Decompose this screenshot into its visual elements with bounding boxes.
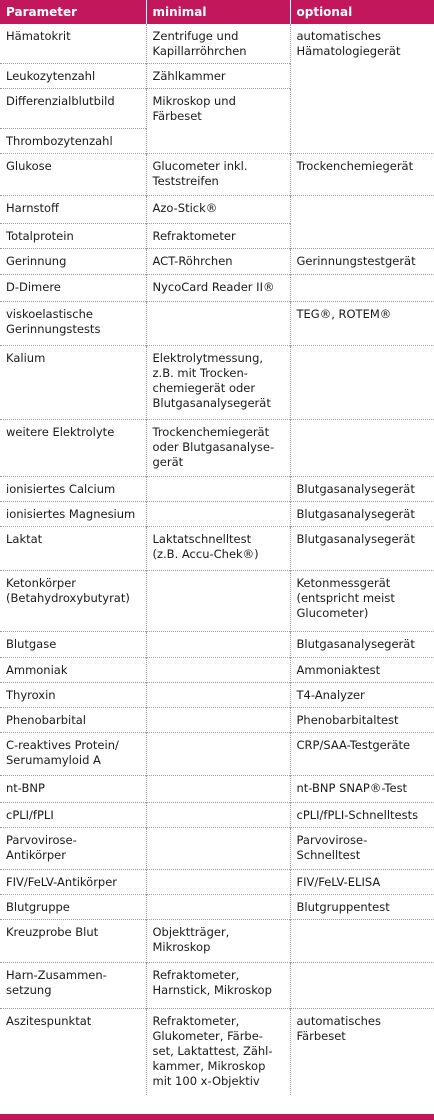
parameter-cell: Totalprotein — [0, 224, 146, 249]
minimal-cell — [146, 129, 290, 154]
optional-cell: cPLI/fPLI-Schnelltests — [290, 803, 434, 828]
minimal-cell: Mikroskop und Färbeset — [146, 89, 290, 129]
minimal-cell — [146, 776, 290, 803]
parameter-cell: ionisiertes Magnesium — [0, 502, 146, 527]
table-row — [0, 420, 434, 477]
parameter-cell: nt-BNP — [0, 776, 146, 803]
table-row — [0, 632, 434, 658]
parameter-cell: Parvovirose- Antikörper — [0, 828, 146, 870]
minimal-cell: Trockenchemiegerät oder Blutgasanalyse- gerät — [146, 420, 290, 477]
optional-cell: automatisches Hämatologiegerät — [290, 24, 434, 64]
minimal-cell: Refraktometer, Glukometer, Färbe- set, Laktattest, Zähl- kammer, Mikroskop mit 100 x-Objektiv — [146, 1009, 290, 1095]
optional-cell: Blutgasanalysegerät — [290, 502, 434, 527]
parameter-cell: viskoelastische Gerinnungstests — [0, 302, 146, 346]
optional-cell: Blutgasanalysegerät — [290, 527, 434, 571]
bottom-rule — [0, 1114, 434, 1120]
table-row — [0, 302, 434, 346]
optional-cell: Blutgasanalysegerät — [290, 632, 434, 658]
parameter-cell: FIV/FeLV-Antikörper — [0, 870, 146, 895]
optional-cell — [290, 64, 434, 89]
minimal-cell — [146, 828, 290, 870]
table-row — [0, 683, 434, 708]
table-row — [0, 1009, 434, 1095]
parameter-cell: Aszitespunktat — [0, 1009, 146, 1095]
table-row — [0, 828, 434, 870]
optional-cell — [290, 920, 434, 963]
minimal-cell — [146, 632, 290, 658]
minimal-cell: ACT-Röhrchen — [146, 249, 290, 275]
optional-cell: CRP/SAA-Testgeräte — [290, 733, 434, 776]
table-body — [0, 24, 434, 1095]
table-row — [0, 64, 434, 89]
parameter-cell: Hämatokrit — [6, 29, 71, 43]
table-row — [0, 895, 434, 920]
table-row — [0, 708, 434, 733]
minimal-cell: Objektträger, Mikroskop — [146, 920, 290, 963]
minimal-cell: Azo-Stick® — [146, 196, 290, 224]
optional-cell: Gerinnungstestgerät — [290, 249, 434, 275]
parameter-cell: Phenobarbital — [0, 708, 146, 733]
minimal-cell — [146, 502, 290, 527]
optional-cell: automatisches Färbeset — [290, 1009, 434, 1095]
optional-cell — [290, 129, 434, 154]
parameter-cell: Ketonkörper (Betahydroxybutyrat) — [0, 571, 146, 632]
minimal-cell: Refraktometer, Harnstick, Mikroskop — [146, 963, 290, 1009]
optional-cell: TEG®, ROTEM® — [290, 302, 434, 346]
table-row — [0, 196, 434, 224]
minimal-cell — [146, 895, 290, 920]
table-row — [0, 920, 434, 963]
parameter-cell: Gerinnung — [0, 249, 146, 275]
parameter-cell: Thrombozytenzahl — [0, 129, 146, 154]
table-row — [0, 571, 434, 632]
header-minimal: minimal — [146, 0, 290, 24]
minimal-cell: Laktatschnelltest (z.B. Accu-Chek®) — [146, 527, 290, 571]
minimal-cell: Zentrifuge und Kapillarröhrchen — [146, 24, 290, 64]
optional-cell: Blutgruppentest — [290, 895, 434, 920]
minimal-cell: Elektrolytmessung, z.B. mit Trocken- chemiegerät oder Blutgasanalysegerät — [146, 346, 290, 420]
optional-cell: Ammoniaktest — [290, 658, 434, 683]
minimal-cell — [146, 477, 290, 502]
table-row — [0, 24, 434, 64]
optional-cell: T4-Analyzer — [290, 683, 434, 708]
minimal-cell: Glucometer inkl. Teststreifen — [146, 154, 290, 196]
minimal-cell: NycoCard Reader II® — [146, 275, 290, 302]
parameter-cell: Kalium — [0, 346, 146, 420]
parameter-cell: Laktat — [0, 527, 146, 571]
table-row — [0, 870, 434, 895]
parameter-cell: cPLI/fPLI — [0, 803, 146, 828]
table-row — [0, 527, 434, 571]
optional-cell — [290, 420, 434, 477]
optional-cell — [290, 89, 434, 129]
table-row — [0, 658, 434, 683]
minimal-cell — [146, 571, 290, 632]
parameter-cell: Blutgruppe — [0, 895, 146, 920]
table-row — [0, 89, 434, 129]
optional-cell — [290, 196, 434, 224]
table-row — [0, 776, 434, 803]
minimal-cell — [146, 683, 290, 708]
minimal-cell — [146, 658, 290, 683]
table-row — [0, 224, 434, 249]
table-row — [0, 803, 434, 828]
minimal-cell — [146, 870, 290, 895]
minimal-cell — [146, 302, 290, 346]
table-row — [0, 249, 434, 275]
optional-cell — [290, 275, 434, 302]
optional-cell: Ketonmessgerät (entspricht meist Glucometer) — [290, 571, 434, 632]
parameter-cell: Blutgase — [0, 632, 146, 658]
table-row — [0, 275, 434, 302]
minimal-cell — [146, 733, 290, 776]
table-row — [0, 154, 434, 196]
optional-cell — [290, 963, 434, 1009]
table-row — [0, 963, 434, 1009]
parameter-cell: weitere Elektrolyte — [0, 420, 146, 477]
parameter-cell: Differenzialblutbild — [0, 89, 146, 129]
minimal-cell — [146, 708, 290, 733]
table-row — [0, 477, 434, 502]
table-row — [0, 129, 434, 154]
parameter-cell: D-Dimere — [0, 275, 146, 302]
parameter-cell: Thyroxin — [0, 683, 146, 708]
header-row — [0, 0, 434, 24]
optional-cell: Blutgasanalysegerät — [290, 477, 434, 502]
parameter-cell: Glukose — [0, 154, 146, 196]
optional-cell — [290, 346, 434, 420]
optional-cell: Trockenchemiegerät — [290, 154, 434, 196]
parameter-cell: Kreuzprobe Blut — [0, 920, 146, 963]
minimal-cell: Refraktometer — [146, 224, 290, 249]
table-row — [0, 502, 434, 527]
parameter-cell: C-reaktives Protein/ Serumamyloid A — [0, 733, 146, 776]
table-row — [0, 346, 434, 420]
minimal-cell — [146, 803, 290, 828]
minimal-cell: Zählkammer — [146, 64, 290, 89]
table-row — [0, 733, 434, 776]
optional-cell: Parvovirose- Schnelltest — [290, 828, 434, 870]
header-parameter: Parameter — [0, 0, 146, 24]
optional-cell: Phenobarbitaltest — [290, 708, 434, 733]
parameter-cell: Ammoniak — [0, 658, 146, 683]
optional-cell: FIV/FeLV-ELISA — [290, 870, 434, 895]
parameter-cell: ionisiertes Calcium — [0, 477, 146, 502]
parameter-cell: Harnstoff — [0, 196, 146, 224]
optional-cell — [290, 224, 434, 249]
header-optional: optional — [290, 0, 434, 24]
optional-cell: nt-BNP SNAP®-Test — [290, 776, 434, 803]
parameter-cell: Leukozytenzahl — [0, 64, 146, 89]
parameter-cell: Harn-Zusammen- setzung — [0, 963, 146, 1009]
